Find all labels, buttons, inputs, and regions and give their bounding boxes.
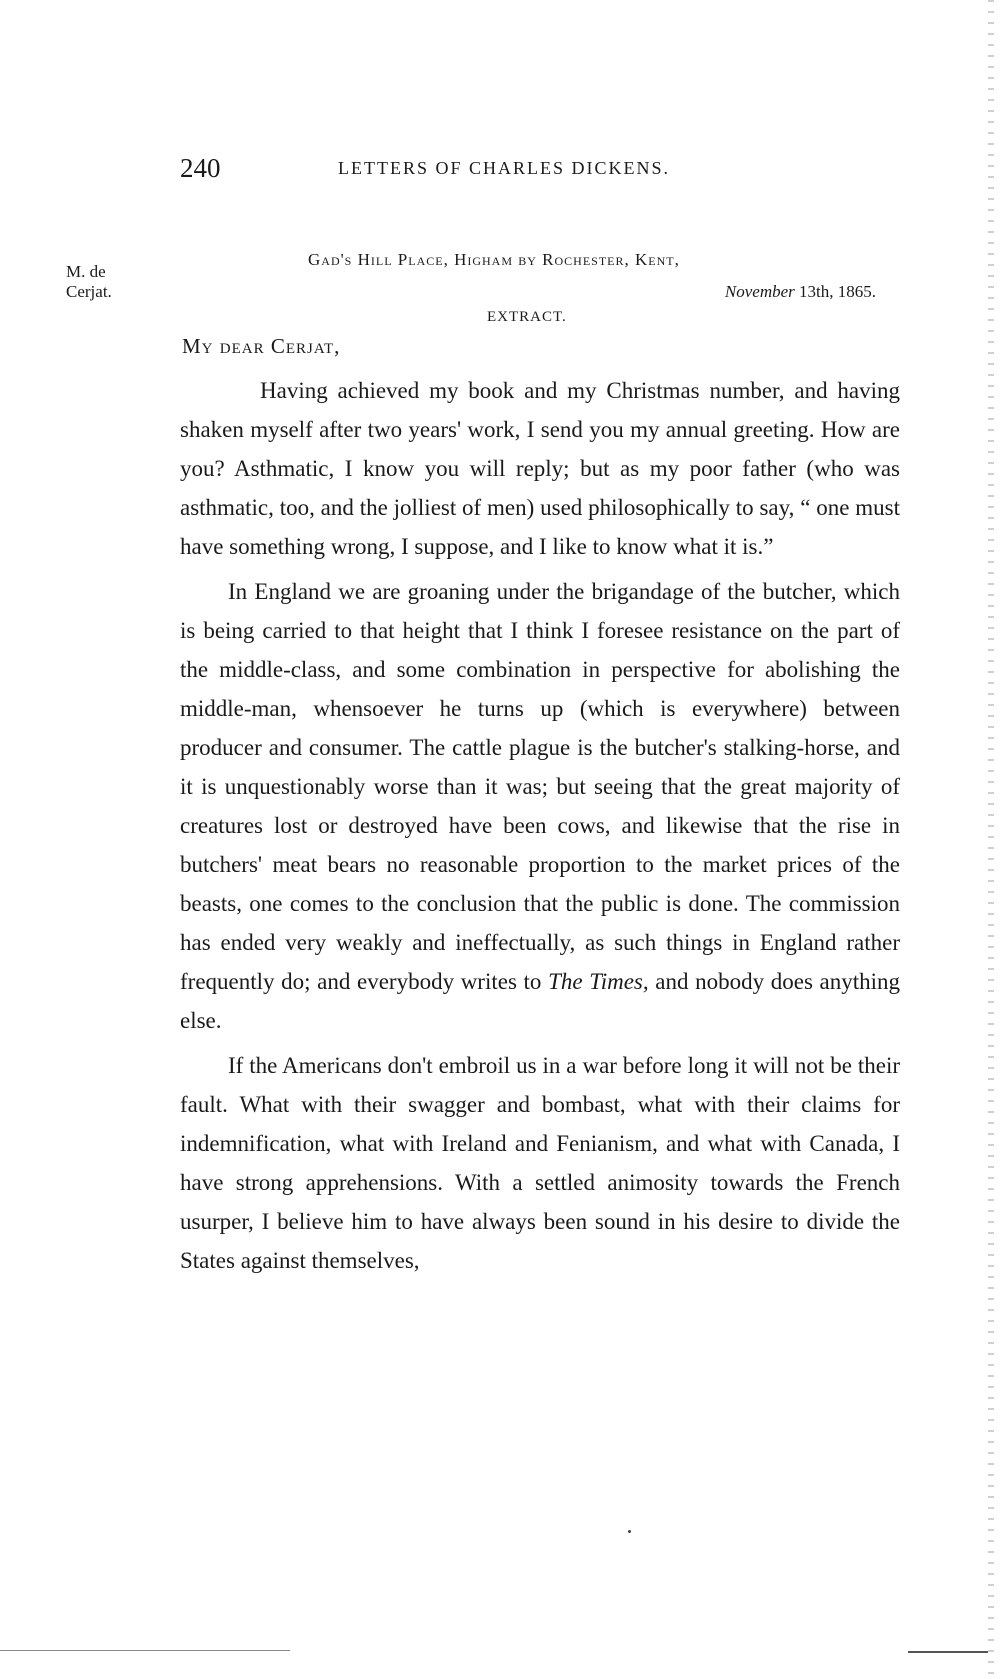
margin-note	[66, 262, 112, 302]
letter-date-rest: 13th, 1865.	[799, 282, 876, 301]
paragraph-3: If the Americans don't embroil us in a war before long it will not be their fault. What with their swagger and bombast, what with their claims for indemnification, what with Ireland and Fenianism, and what with Canada, I have strong apprehensions. With a settled animosity towards the French usurper, I believe him to have always been sound in his desire to divide the States against themselves,	[180, 1053, 900, 1273]
page-edge-marks	[988, 0, 994, 1679]
letter-address: Gad's Hill Place, Higham by Rochester, Kent,	[308, 250, 680, 269]
letter-body	[180, 371, 900, 1280]
paragraph-2-end: and nobody does anything else.	[180, 969, 901, 1033]
bottom-rule-right	[908, 1651, 988, 1653]
letter-salutation: My dear Cerjat,	[182, 334, 341, 358]
letter-date	[725, 282, 876, 302]
ink-speck	[628, 1530, 631, 1533]
paragraph-2-text: In England we are groaning under the brigandage of the butcher, which is being carried to that height that I think I foresee resistance on the part of the middle-class, and some combination in perspective for abolishing the middle-man, whensoever he turns up (which is everywhere) between producer and consumer. The cattle plague is the butcher's stalking-horse, and it is unquestionably worse than it was; but seeing that the great majority of creatures lost or destroyed have been cows, and likewise that the rise in butchers' meat bears no reasonable proportion to the market prices of the beasts, one comes to the conclusion that the public is done. The commission has ended very weakly and ineffectually, as such things in England rather frequently do; and everybody writes to	[180, 579, 900, 994]
paragraph-1: Having achieved my book and my Christmas number, and having shaken myself after two years' work, I send you my annual greeting. How are you? Asthmatic, I know you will reply; but as my poor father (who was asthmatic, too, and the jolliest of men) used philosophically to say, “ one must have something wrong, I suppose, and I like to know what it is.”	[180, 378, 900, 559]
margin-note-line-2: Cerjat.	[66, 282, 112, 301]
page-number: 240	[180, 153, 221, 183]
paragraph-2-italic: The Times,	[548, 969, 649, 994]
paragraph-2	[180, 572, 900, 1040]
running-head-title: LETTERS OF CHARLES DICKENS.	[338, 158, 671, 178]
margin-note-line-1: M. de	[66, 262, 106, 281]
letter-date-month: November	[724, 282, 795, 301]
extract-label: EXTRACT.	[487, 309, 567, 325]
bottom-rule-left	[0, 1650, 290, 1651]
